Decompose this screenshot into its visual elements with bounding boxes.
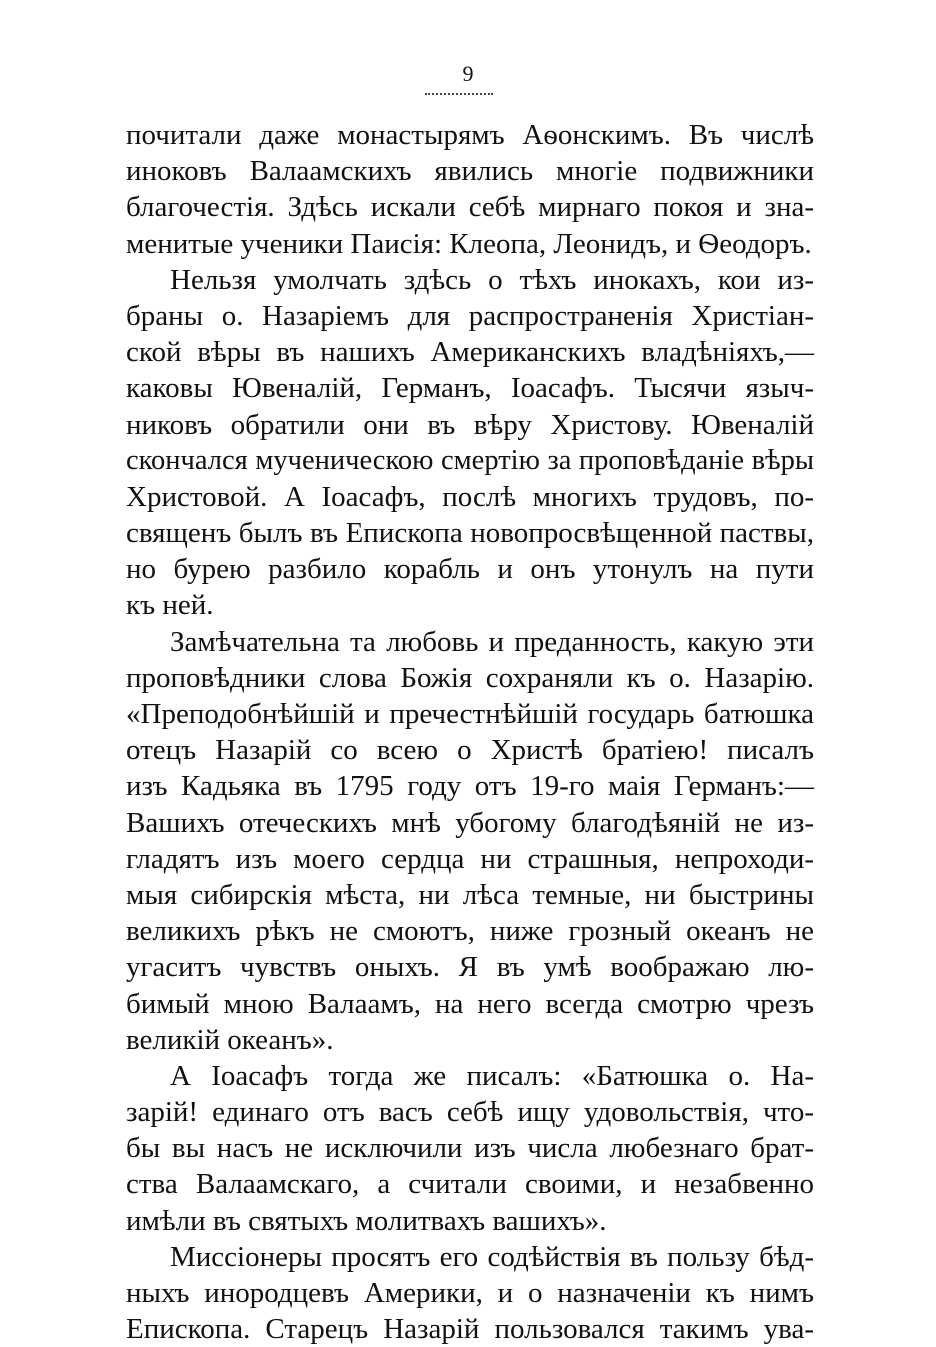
text-line: священъ былъ въ Епископа новопросвѣщенной паствы, xyxy=(126,517,814,550)
text-line: великiй океанъ». xyxy=(126,1023,334,1056)
text-line: «Преподобнѣйшiй и пречестнѣйшiй государь батюшка xyxy=(126,698,814,730)
text-line: браны о. Назарiемъ для распространенiя Христiан- xyxy=(126,299,814,332)
text-line: иноковъ Валаамскихъ явились многiе подвижники xyxy=(126,155,814,188)
text-line: скончался мученическою смертiю за проповѣданiе вѣры xyxy=(126,444,814,476)
text-line: угаситъ чувствъ оныхъ. Я въ умѣ воображаю лю- xyxy=(126,951,814,984)
text-line: но бурею разбило корабль и онъ утонулъ на пути xyxy=(126,553,814,586)
text-line: великихъ рѣкъ не смоютъ, ниже грозный океанъ не xyxy=(126,915,814,948)
text-line: Миссiонеры просятъ его содѣйствiя въ пользу бѣд- xyxy=(170,1240,814,1273)
text-line: бимый мною Валаамъ, на него всегда смотрю чрезъ xyxy=(126,987,814,1020)
text-line: къ ней. xyxy=(126,589,214,622)
text-line: зарiй! единаго отъ васъ себѣ ищу удовольствiя, что- xyxy=(126,1096,814,1129)
text-line: ской вѣры въ нашихъ Американскихъ владѣнiяхъ,— xyxy=(126,336,814,369)
text-line: Вашихъ отеческихъ мнѣ убогому благодѣянiй не из- xyxy=(126,806,814,839)
text-line: мыя сибирскiя мѣста, ни лѣса темные, ни быстрины xyxy=(126,878,814,911)
page-number: 9 xyxy=(462,61,474,86)
text-line: отецъ Назарiй со всею о Христѣ братiею! писалъ xyxy=(126,734,814,767)
text-line: проповѣдники слова Божiя сохраняли къ о. Назарiю. xyxy=(126,661,814,694)
text-line: каковы Ювеналiй, Германъ, Iоасафъ. Тысячи языч- xyxy=(126,372,814,405)
text-line: ства Валаамскаго, а считали своими, и незабвенно xyxy=(126,1168,814,1201)
text-line: гладятъ изъ моего сердца ни страшныя, непроходи- xyxy=(126,842,814,875)
text-line: Епископа. Старецъ Назарiй пользовался такимъ ува- xyxy=(126,1313,814,1346)
text-line: имѣли въ святыхъ молитвахъ вашихъ». xyxy=(126,1204,607,1237)
body-text xyxy=(126,117,814,1347)
text-line: Нельзя умолчать здѣсь о тѣхъ инокахъ, кои из- xyxy=(170,263,814,296)
text-line: благочестiя. Здѣсь искали себѣ мирнаго покоя и зна- xyxy=(126,191,814,224)
text-line: изъ Кадьяка въ 1795 году отъ 19-го маiя Германъ:— xyxy=(126,770,814,803)
text-line: менитые ученики Паисiя: Клеопа, Леонидъ, и Ѳеодоръ. xyxy=(126,227,812,260)
header-rule xyxy=(425,93,493,95)
text-line: почитали даже монастырямъ Аѳонскимъ. Въ числѣ xyxy=(126,119,814,151)
text-line: Христовой. А Iоасафъ, послѣ многихъ трудовъ, по- xyxy=(126,480,814,513)
text-line: А Iоасафъ тогда же писалъ: «Батюшка о. На- xyxy=(170,1059,814,1092)
text-line: никовъ обратили они въ вѣру Христову. Ювеналiй xyxy=(126,408,814,441)
text-line: бы вы насъ не исключили изъ числа любезнаго брат- xyxy=(126,1132,814,1165)
text-line: ныхъ инородцевъ Америки, и о назначенiи къ нимъ xyxy=(126,1277,814,1309)
text-line: Замѣчательна та любовь и преданность, какую эти xyxy=(170,625,814,658)
